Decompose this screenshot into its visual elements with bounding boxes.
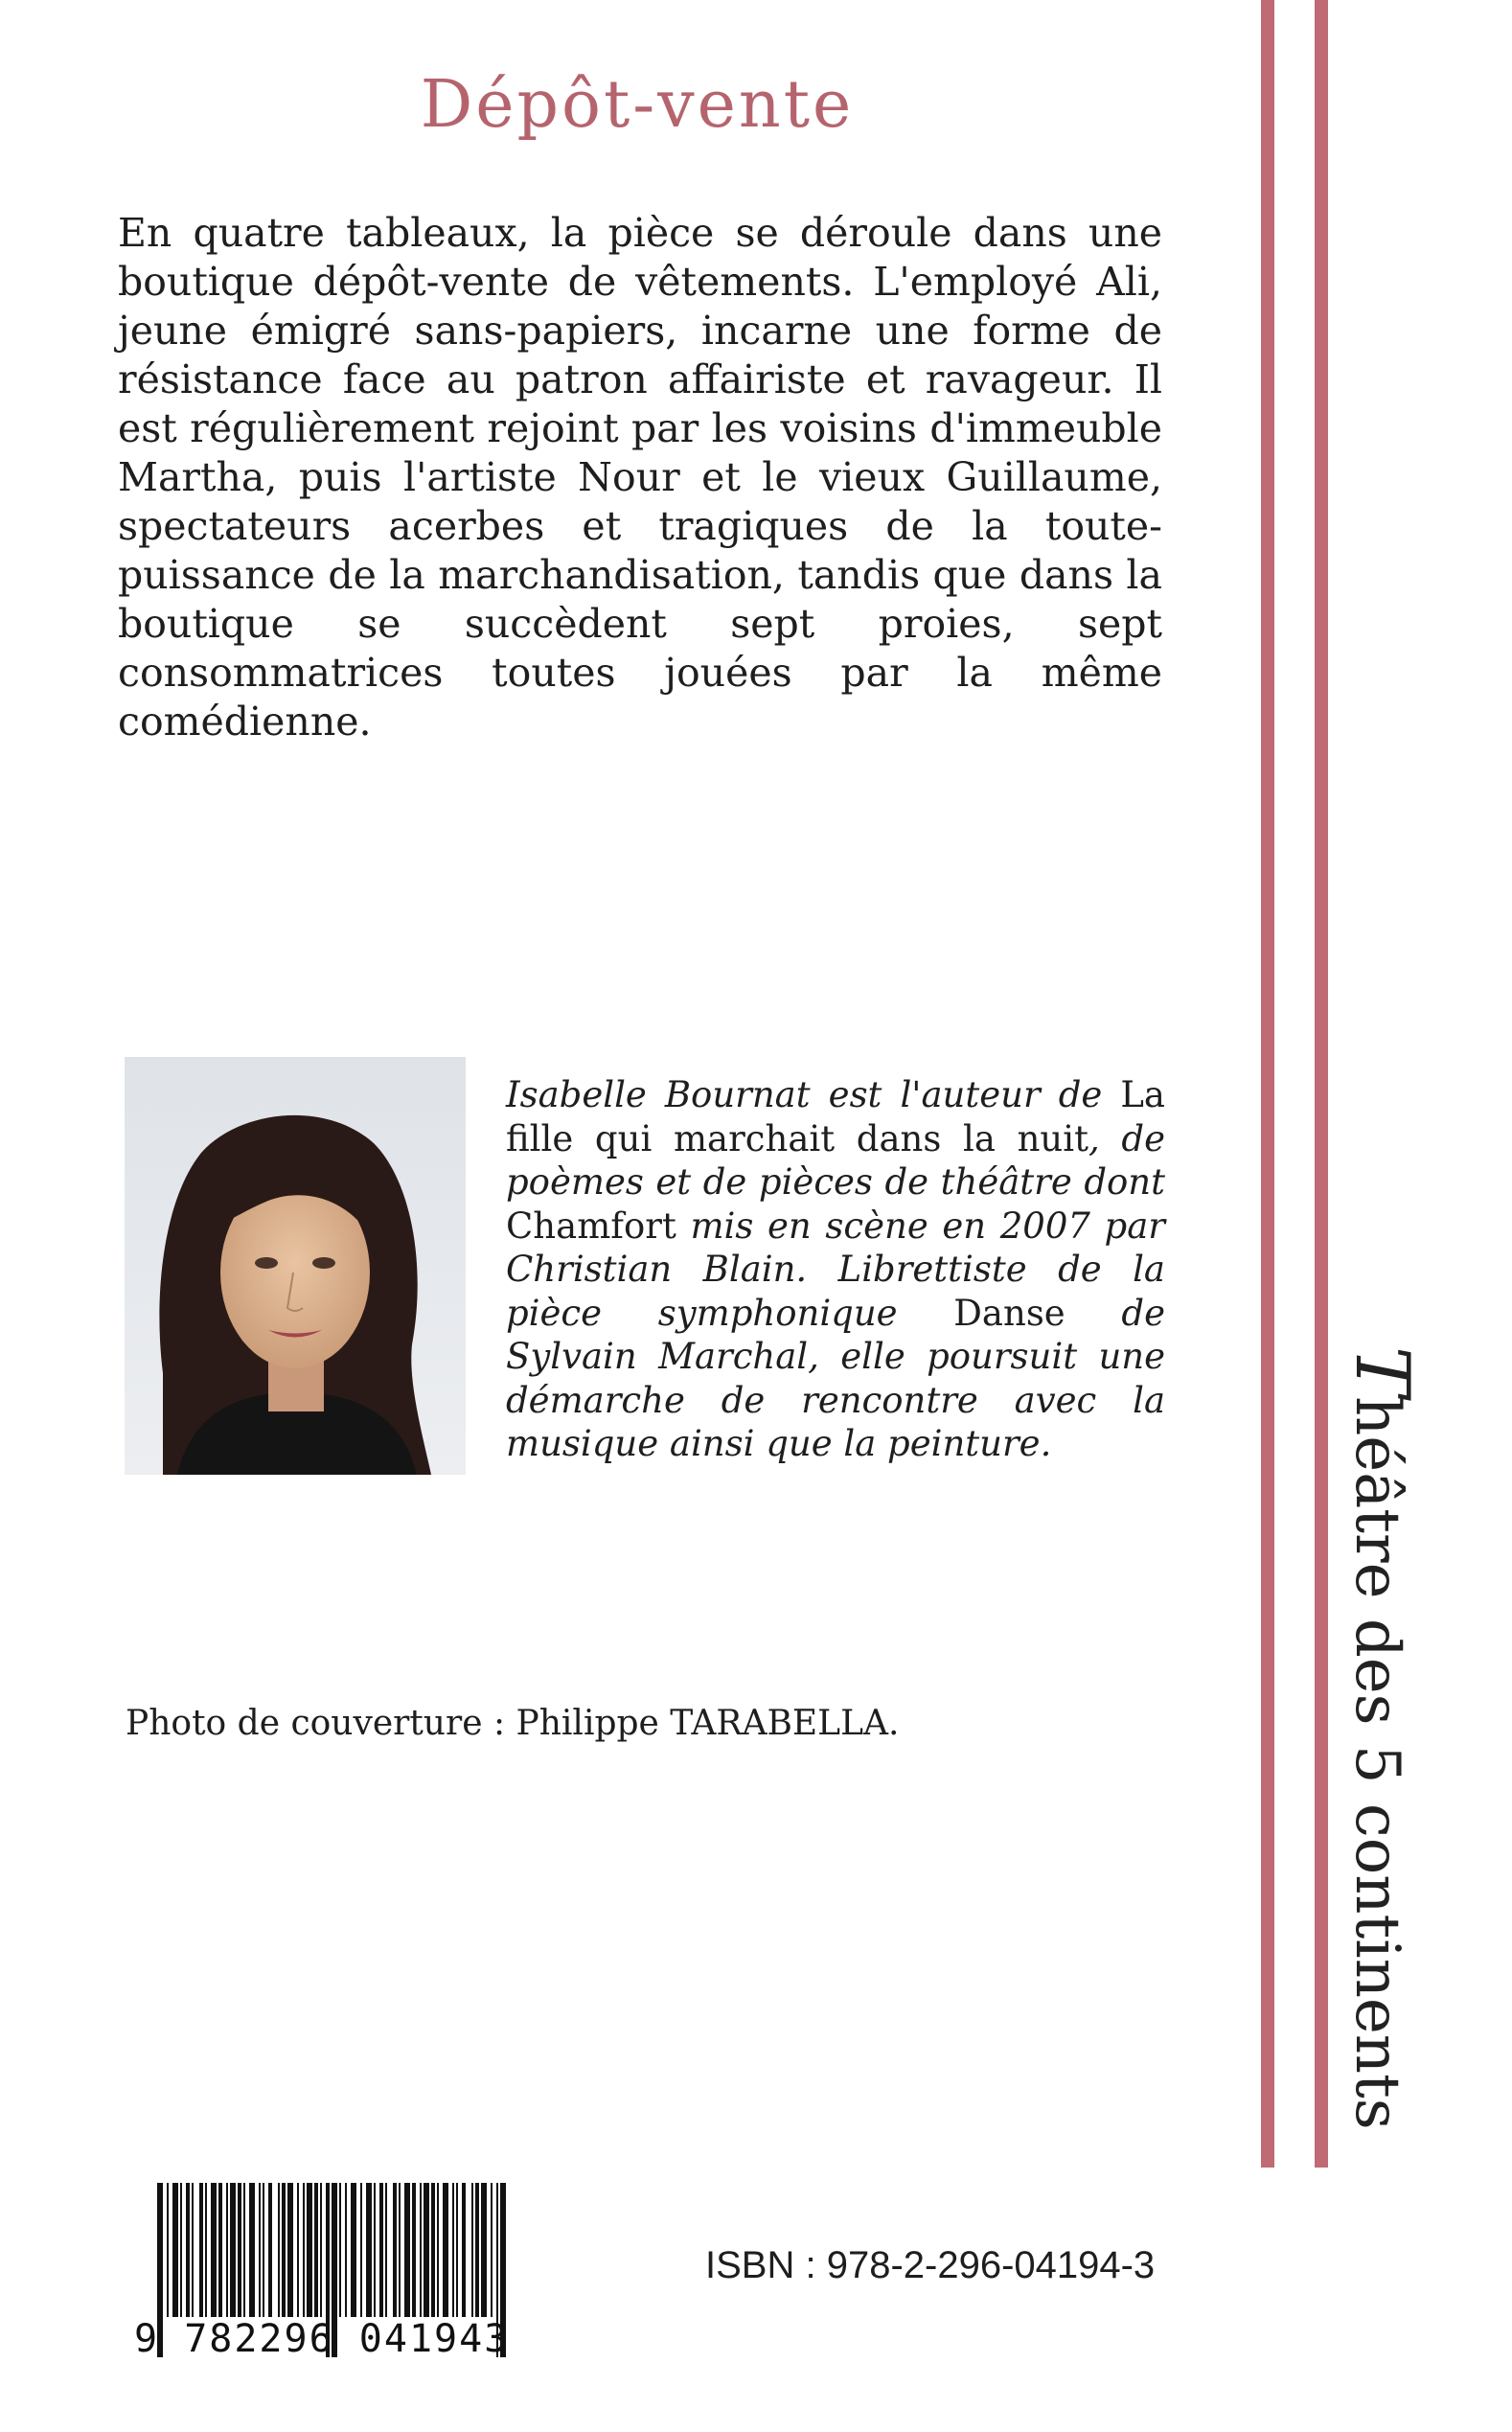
- barcode-bar: [385, 2183, 387, 2317]
- barcode-bar: [238, 2183, 241, 2317]
- series-name-container: [1339, 1346, 1425, 2170]
- barcode-bar: [180, 2183, 182, 2317]
- barcode-bar: [226, 2183, 228, 2317]
- barcode-bar: [481, 2183, 487, 2317]
- vertical-rule-right: [1315, 0, 1328, 2168]
- barcode-bar: [412, 2183, 416, 2317]
- bio-text-3: mis en scène en 2007 par Christian Blain. Librettiste de la pièce symphonique: [506, 1205, 1165, 1334]
- barcode-bar: [211, 2183, 217, 2317]
- series-rest: héâtre des 5 continents: [1341, 1396, 1412, 2130]
- barcode-bar: [399, 2183, 401, 2317]
- barcode-bar: [452, 2183, 454, 2317]
- barcode-bar: [345, 2183, 347, 2317]
- barcode-bar: [374, 2183, 376, 2317]
- barcode-bar: [475, 2183, 479, 2317]
- author-photo: [125, 1057, 466, 1475]
- vertical-rule-left: [1261, 0, 1274, 2168]
- isbn-label: ISBN : 978-2-296-04194-3: [705, 2244, 1156, 2286]
- barcode-bar: [259, 2183, 261, 2317]
- barcode-bar: [199, 2183, 203, 2317]
- barcode-bar: [303, 2183, 305, 2317]
- bio-work-title: Danse: [953, 1292, 1065, 1334]
- barcode-bar: [431, 2183, 435, 2317]
- barcode-bar: [379, 2183, 383, 2317]
- barcode-bar: [491, 2183, 493, 2317]
- barcode-bar: [314, 2183, 318, 2317]
- barcode-bar: [437, 2183, 439, 2317]
- barcode-bar: [172, 2183, 178, 2317]
- bio-text-4: de Sylvain Marchal, elle poursuit une démarche de rencontre avec la musique ainsi que la peinture.: [506, 1292, 1165, 1464]
- barcode-bar: [462, 2183, 466, 2317]
- series-name: [1339, 1346, 1425, 2130]
- barcode-bar: [263, 2183, 264, 2317]
- barcode-bar: [218, 2183, 222, 2317]
- bio-play-title: Chamfort: [506, 1205, 676, 1247]
- barcode-digits: [134, 2317, 517, 2361]
- bio-text-2: , de poèmes et de pièces de théâtre dont: [506, 1117, 1165, 1203]
- author-portrait-image: [125, 1057, 466, 1475]
- bio-book-title: La fille qui marchait dans la nuit: [506, 1074, 1165, 1159]
- author-name: Isabelle Bournat: [506, 1074, 811, 1115]
- barcode-first-digit: 9: [134, 2317, 160, 2361]
- bio-text-1: est l'auteur de: [810, 1074, 1121, 1115]
- barcode-bar: [230, 2183, 236, 2317]
- barcode-bar: [456, 2183, 458, 2317]
- barcode-bar: [471, 2183, 473, 2317]
- barcode-bar: [339, 2183, 341, 2317]
- barcode-bar: [205, 2183, 207, 2317]
- barcode-bar: [424, 2183, 429, 2317]
- barcode-bar: [320, 2183, 322, 2317]
- barcode-bar: [278, 2183, 280, 2317]
- barcode-bar: [420, 2183, 422, 2317]
- author-bio: [506, 1073, 1165, 1466]
- photo-credit: Photo de couverture : Philippe TARABELLA.: [126, 1704, 900, 1743]
- barcode-bar: [192, 2183, 194, 2317]
- barcode-bar: [167, 2183, 169, 2317]
- barcode-bar: [366, 2183, 372, 2317]
- barcode-bar: [307, 2183, 312, 2317]
- barcode-group-2: 041943: [358, 2317, 510, 2361]
- barcode-bar: [268, 2183, 272, 2317]
- barcode-bar: [282, 2183, 286, 2317]
- barcode-group-1: 782296: [184, 2317, 334, 2361]
- barcode-bar: [393, 2183, 397, 2317]
- barcode-bar: [360, 2183, 362, 2317]
- barcode-bar: [443, 2183, 448, 2317]
- synopsis-paragraph: En quatre tableaux, la pièce se déroule dans une boutique dépôt-vente de vêtements. L'employé Ali, jeune émigré sans-papiers, incarne une forme de résistance face au patron affairiste et ravageur. Il est régulièrement rejoint par les voisins d'immeuble Martha, puis l'artiste Nour et le vieux Guillaume, spectateurs acerbes et tragiques de la toute-puissance de la marchandisation, tandis que dans la boutique se succèdent sept proies, sept consommatrices toutes jouées par la même comédienne.: [118, 210, 1162, 745]
- book-title: Dépôt-vente: [420, 67, 855, 143]
- barcode-bar: [243, 2183, 245, 2317]
- barcode-bar: [186, 2183, 190, 2317]
- barcode-bar: [404, 2183, 410, 2317]
- series-initial: T: [1339, 1346, 1425, 1397]
- barcode-bar: [351, 2183, 356, 2317]
- barcode-bar: [297, 2183, 299, 2317]
- barcode-bar: [249, 2183, 255, 2317]
- barcode-bar: [287, 2183, 293, 2317]
